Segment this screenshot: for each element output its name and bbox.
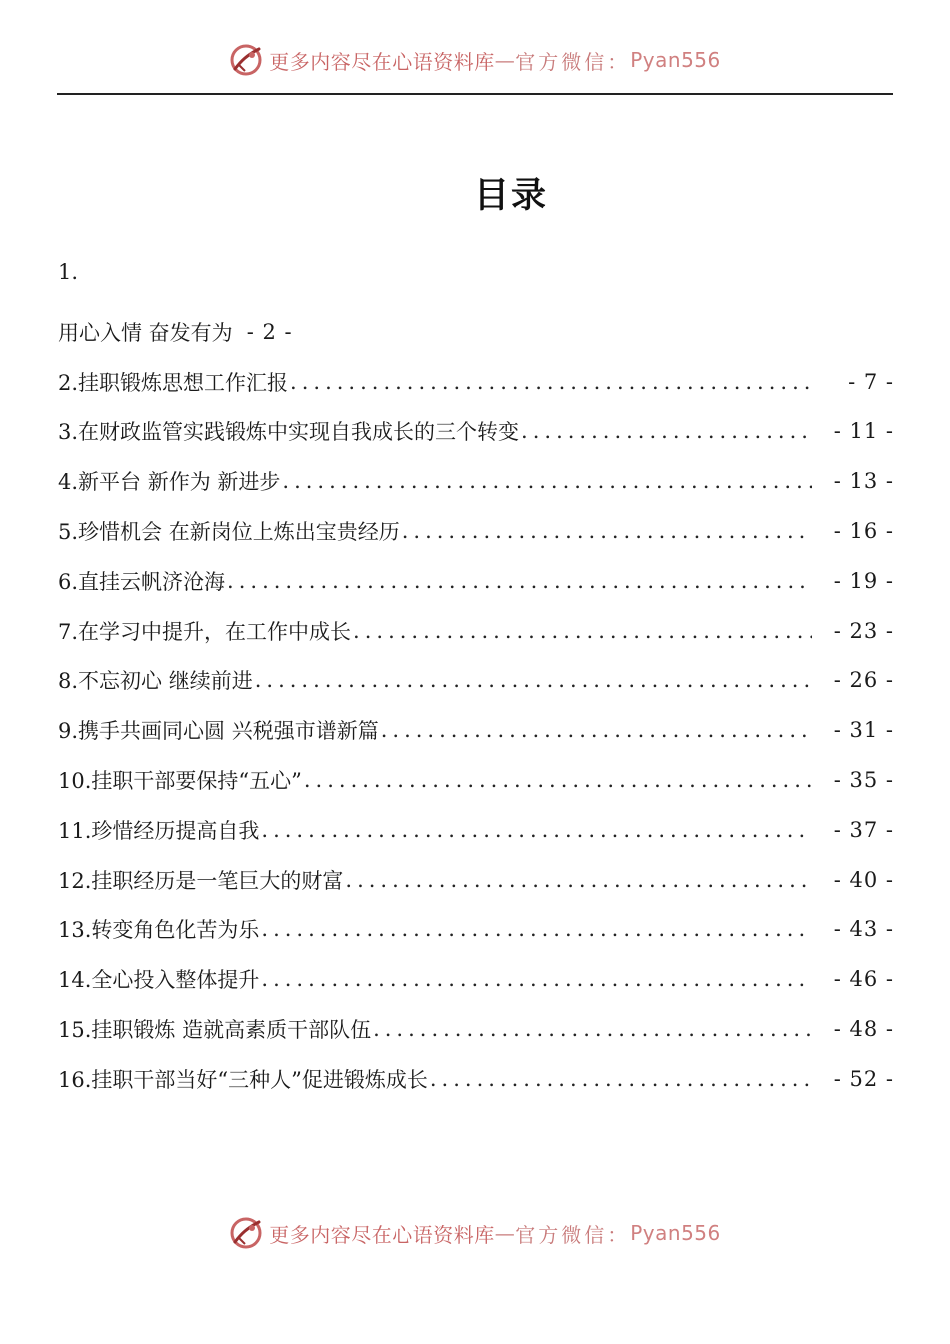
toc-entry[interactable] (58, 805, 894, 855)
toc-entry-page: - 7 - (848, 369, 894, 394)
toc-entry-title: 14.全心投入整体提升 (58, 968, 260, 993)
toc-entry-title: 8.不忘初心 继续前进 (58, 669, 253, 694)
toc-entry[interactable] (58, 1054, 894, 1104)
toc-entry[interactable] (58, 656, 894, 706)
toc-entry-title: 16.挂职干部当好“三种人”促进锻炼成长 (58, 1067, 428, 1092)
toc-entry[interactable] (58, 307, 894, 357)
header-banner (0, 40, 950, 80)
toc-dot-leader (304, 768, 812, 792)
toc-first-number: 1. (58, 260, 79, 284)
toc-entry-page: - 23 - (833, 618, 894, 643)
toc-entry-page: - 43 - (833, 917, 894, 942)
toc-entry[interactable] (58, 855, 894, 905)
toc-entry-page: - 13 - (833, 469, 894, 494)
toc-entry-page: - 19 - (833, 568, 894, 593)
toc-entry-title: 用心入情 奋发有为 (58, 320, 233, 345)
banner-separator: — (494, 1221, 516, 1245)
toc-dot-leader (261, 917, 812, 941)
toc-entry-title: 13.转变角色化苦为乐 (58, 918, 260, 943)
toc-entry-title: 7.在学习中提升，在工作中成长 (58, 619, 352, 644)
toc-entry-title: 15.挂职锻炼 造就高素质干部队伍 (58, 1018, 372, 1043)
toc-entry-title: 2.挂职锻炼思想工作汇报 (58, 370, 289, 395)
toc-dot-leader (521, 419, 812, 443)
banner-wechat-id: Pyan556 (630, 1221, 721, 1245)
logo-icon (229, 1216, 263, 1250)
toc-dot-leader (261, 967, 812, 991)
table-of-contents (58, 257, 894, 1104)
toc-dot-leader (261, 818, 812, 842)
toc-dot-leader (381, 718, 812, 742)
toc-entry[interactable] (58, 1004, 894, 1054)
banner-separator: — (494, 48, 516, 72)
header-divider (57, 93, 893, 95)
toc-entry-title: 3.在财政监管实践锻炼中实现自我成长的三个转变 (58, 420, 520, 445)
toc-entry[interactable] (58, 407, 894, 457)
banner-site-text: 更多内容尽在心语资料库 (269, 49, 495, 74)
banner-wechat-label: 官方微信： (515, 49, 631, 74)
toc-entry-page: - 37 - (833, 817, 894, 842)
toc-entry-title: 11.珍惜经历提高自我 (58, 818, 260, 843)
toc-dot-leader (353, 619, 812, 643)
toc-entry-title: 12.挂职经历是一笔巨大的财富 (58, 868, 344, 893)
toc-entry-page: - 46 - (833, 967, 894, 992)
toc-dot-leader (290, 370, 812, 394)
toc-entry-title: 9.携手共画同心圆 兴税强市谱新篇 (58, 719, 379, 744)
banner-site-text: 更多内容尽在心语资料库 (269, 1222, 495, 1247)
banner-wechat-id: Pyan556 (630, 48, 721, 72)
toc-entry-page: - 40 - (833, 867, 894, 892)
toc-dot-leader (402, 519, 812, 543)
toc-entry[interactable] (58, 905, 894, 955)
toc-entry-title: 5.珍惜机会 在新岗位上炼出宝贵经历 (58, 520, 400, 545)
toc-entry[interactable] (58, 556, 894, 606)
toc-entry-page: - 48 - (833, 1017, 894, 1042)
toc-entry-title: 4.新平台 新作为 新进步 (58, 470, 281, 495)
toc-dot-leader (345, 868, 812, 892)
toc-entry[interactable] (58, 606, 894, 656)
toc-entry-title: 6.直挂云帆济沧海 (58, 569, 226, 594)
toc-entry-title: 10.挂职干部要保持“五心” (58, 769, 302, 794)
toc-dot-leader (255, 668, 812, 692)
toc-dot-leader (227, 569, 812, 593)
banner-wechat-label: 官方微信： (515, 1222, 631, 1247)
toc-entry[interactable] (58, 357, 894, 407)
toc-entry[interactable] (58, 954, 894, 1004)
toc-entry-page: - 11 - (833, 419, 894, 444)
logo-icon (229, 43, 263, 77)
toc-entry-page: - 2 - (246, 319, 293, 344)
toc-entry[interactable] (58, 456, 894, 506)
toc-entry-page: - 16 - (833, 519, 894, 544)
toc-entry[interactable] (58, 705, 894, 755)
toc-entry[interactable] (58, 755, 894, 805)
toc-dot-leader (430, 1067, 812, 1091)
toc-dot-leader (373, 1017, 812, 1041)
toc-entry-page: - 31 - (833, 718, 894, 743)
toc-dot-leader (282, 469, 812, 493)
footer-banner (0, 1213, 950, 1253)
toc-entry-page: - 52 - (833, 1066, 894, 1091)
toc-entry[interactable] (58, 506, 894, 556)
page-title: 目录 (473, 176, 548, 216)
toc-entry-page: - 35 - (833, 768, 894, 793)
toc-entry-page: - 26 - (833, 668, 894, 693)
